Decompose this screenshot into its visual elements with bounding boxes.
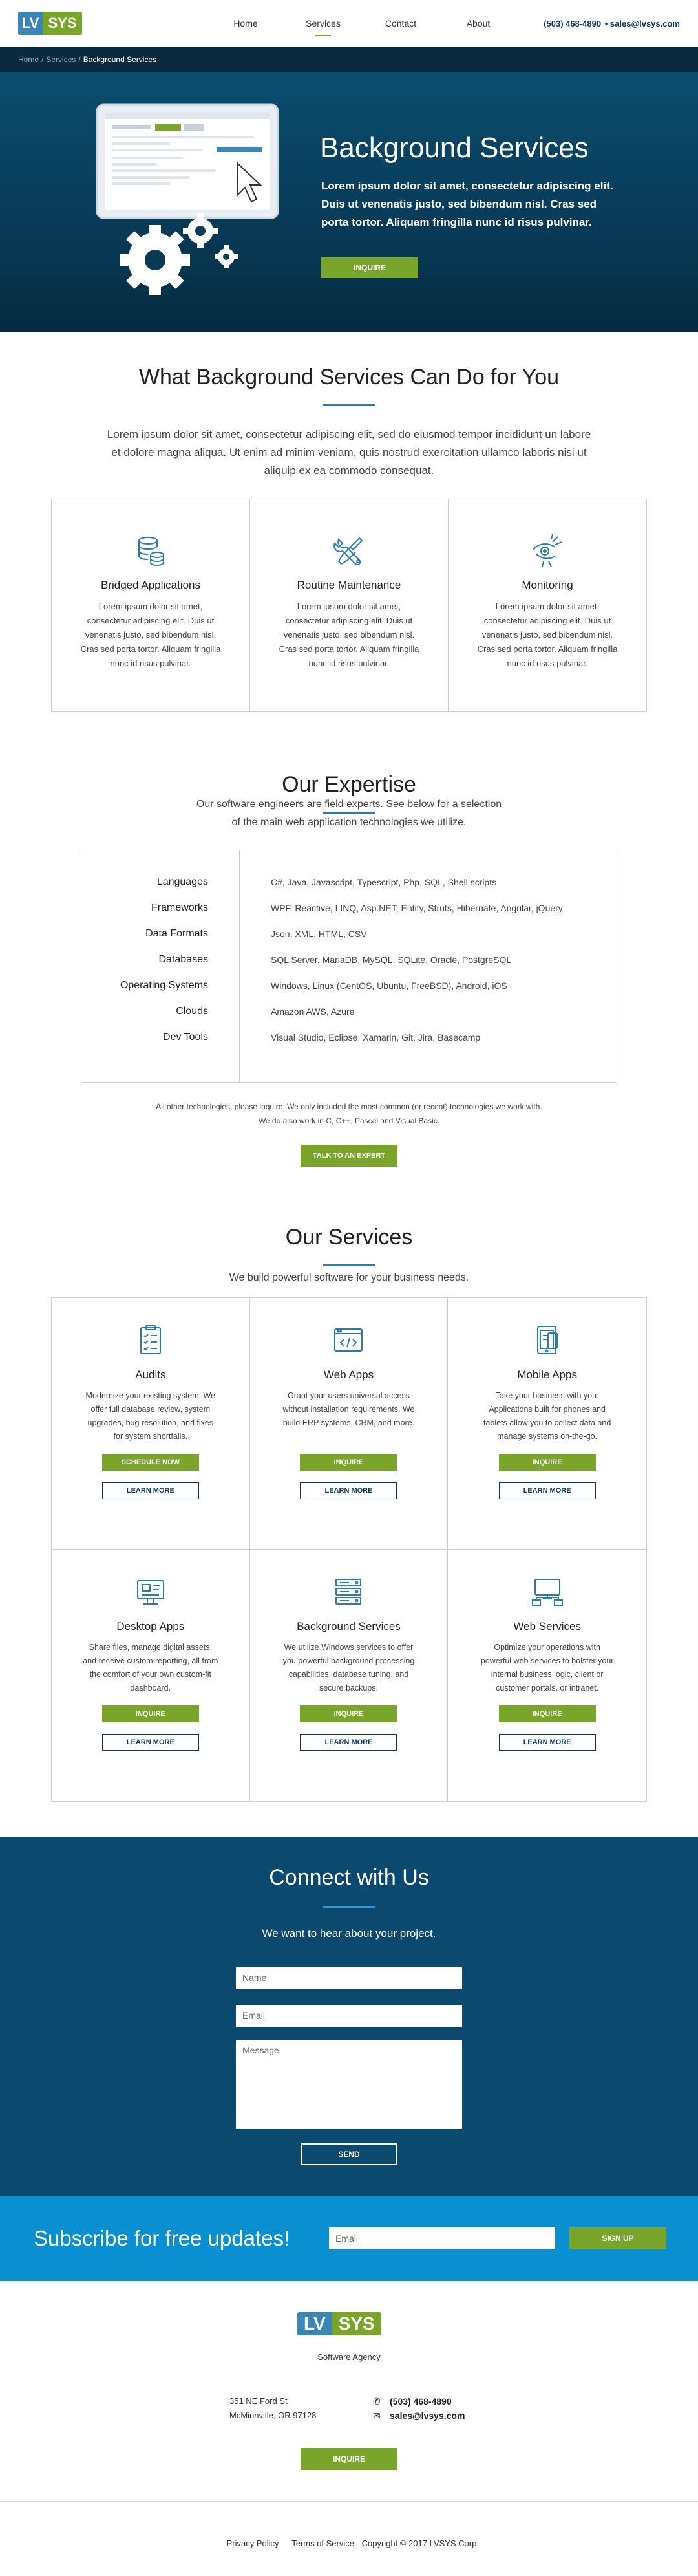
desktop-monitor-icon	[134, 1575, 167, 1608]
service-card	[448, 1298, 646, 1550]
expertise-table	[81, 850, 617, 1083]
service-text: We utilize Windows services to offer you powerful background processing capabilities, database tuning, and secure backups.	[282, 1643, 415, 1693]
site-header	[0, 0, 698, 47]
expertise-value: Windows, Linux (CentOS, Ubuntu, FreeBSD), Android, iOS	[271, 980, 507, 991]
feature-title: Routine Maintenance	[297, 579, 401, 591]
learn-more-button[interactable]: LEARN MORE	[499, 1482, 596, 1499]
connect-section	[0, 1837, 698, 2196]
expertise-value: Json, XML, HTML, CSV	[271, 929, 367, 939]
wrench-screwdriver-icon	[331, 533, 367, 569]
monitor-gears-illustration	[94, 98, 281, 299]
feature-text: Lorem ipsum dolor sit amet, consectetur adipiscing elit. Duis ut venenatis justo, sed bibendum nisl. Cras sed porta tortor. Aliquam fringilla nunc id risus pulvinar.	[279, 601, 419, 668]
feature-card	[449, 499, 646, 711]
service-card	[250, 1298, 449, 1550]
phone-icon: ✆	[373, 2396, 381, 2407]
talk-to-expert-button[interactable]: TALK TO AN EXPERT	[301, 1145, 397, 1167]
satellite-eye-icon	[529, 533, 566, 569]
footer-phone[interactable]: (503) 468-4890	[390, 2396, 452, 2407]
inquire-button[interactable]: INQUIRE	[102, 1705, 199, 1722]
service-title: Background Services	[297, 1620, 401, 1632]
learn-more-button[interactable]: LEARN MORE	[102, 1482, 199, 1499]
envelope-icon: ✉	[373, 2410, 381, 2421]
expertise-labels	[81, 850, 240, 1082]
expertise-label: Languages	[156, 876, 208, 887]
services-title: Our Services	[285, 1225, 413, 1250]
title-underline	[323, 404, 375, 406]
mobile-devices-icon	[531, 1324, 564, 1356]
what-lead: Lorem ipsum dolor sit amet, consectetur adipiscing elit, sed do eiusmod tempor incididunt un labore et dolore magna aliqua. Ut enim ad minim veniam, quis nostrud exercitation ullamco laboris nisi ut aliquip ex ea commodo consequat.	[107, 428, 591, 477]
breadcrumb-services[interactable]: Services	[46, 55, 76, 64]
address-line: 351 NE Ford St	[229, 2396, 288, 2406]
learn-more-button[interactable]: LEARN MORE	[300, 1734, 397, 1751]
footer-divider	[0, 2501, 698, 2502]
expertise-lead	[0, 796, 698, 832]
footer-inquire-button[interactable]: INQUIRE	[301, 2448, 397, 2470]
hero-inquire-button[interactable]: INQUIRE	[321, 257, 418, 278]
expertise-value: Visual Studio, Eclipse, Xamarin, Git, Jira, Basecamp	[271, 1032, 481, 1043]
logo-sys: SYS	[332, 2312, 381, 2335]
expertise-lead-line: Our software engineers are field experts. See below for a selection	[196, 799, 502, 810]
service-text: Share files, manage digital assets, and receive custom reporting, all from the comfort of your own custom-fit dashboard.	[83, 1643, 218, 1693]
expertise-title: Our Expertise	[282, 772, 416, 797]
feature-text: Lorem ipsum dolor sit amet, consectetur adipiscing elit. Duis ut venenatis justo, sed bibendum nisl. Cras sed porta tortor. Aliquam fringilla nunc id risus pulvinar.	[477, 601, 618, 668]
breadcrumb	[0, 47, 698, 72]
breadcrumb-separator: /	[41, 55, 44, 64]
feature-title: Monitoring	[522, 579, 573, 591]
header-phone[interactable]: (503) 468-4890	[544, 18, 602, 28]
service-card	[250, 1550, 449, 1801]
service-card	[52, 1298, 250, 1550]
sign-up-button[interactable]: SIGN UP	[569, 2227, 666, 2249]
nav-contact[interactable]: Contact	[385, 18, 417, 28]
expertise-values	[240, 850, 617, 1082]
footer-logo[interactable]	[297, 2312, 381, 2335]
breadcrumb-separator: /	[78, 55, 81, 64]
service-title: Web Apps	[323, 1369, 374, 1381]
email-field[interactable]: Email	[236, 2005, 462, 2027]
header-contact	[544, 19, 680, 28]
message-field[interactable]: Message	[236, 2040, 462, 2129]
subscribe-bar	[0, 2196, 698, 2281]
site-footer	[0, 2281, 698, 2576]
expertise-note-line: We do also work in C, C++, Pascal and Visual Basic.	[258, 1116, 440, 1125]
footer-links	[0, 2538, 698, 2548]
site-logo[interactable]	[18, 12, 82, 35]
logo-lv: LV	[297, 2312, 332, 2335]
clipboard-checklist-icon	[134, 1324, 167, 1356]
footer-address	[229, 2394, 316, 2423]
database-coins-icon	[132, 533, 169, 569]
feature-title: Bridged Applications	[100, 579, 201, 591]
name-field[interactable]: Name	[236, 1967, 462, 1989]
breadcrumb-current: Background Services	[83, 55, 157, 64]
learn-more-button[interactable]: LEARN MORE	[300, 1482, 397, 1499]
service-title: Web Services	[513, 1620, 581, 1632]
address-line: McMinnville, OR 97128	[229, 2410, 317, 2420]
expertise-label: Clouds	[176, 1006, 208, 1017]
service-card	[52, 1550, 250, 1801]
subscribe-email-input[interactable]: Email	[329, 2227, 555, 2249]
expertise-note	[0, 1099, 698, 1128]
inquire-button[interactable]: INQUIRE	[499, 1705, 596, 1722]
service-text: Take your business with you: Applications built for phones and tablets allow you to collect data and manage systems on-the-go.	[483, 1391, 611, 1441]
expertise-value: WPF, Reactive, LINQ, Asp.NET, Entity, Struts, Hibernate, Angular, jQuery	[271, 903, 563, 913]
inquire-button[interactable]: INQUIRE	[300, 1705, 397, 1722]
logo-lv: LV	[18, 12, 43, 35]
terms-of-service-link[interactable]: Terms of Service	[291, 2538, 354, 2548]
network-monitors-icon	[531, 1575, 564, 1608]
subscribe-title: Subscribe for free updates!	[34, 2226, 290, 2250]
expertise-label: Data Formats	[145, 928, 208, 939]
inquire-button[interactable]: INQUIRE	[300, 1454, 397, 1471]
nav-home[interactable]: Home	[233, 18, 258, 28]
feature-text: Lorem ipsum dolor sit amet, consectetur adipiscing elit. Duis ut venenatis justo, sed bibendum nisl. Cras sed porta tortor. Aliquam fringilla nunc id risus pulvinar.	[80, 601, 221, 668]
title-underline	[323, 1906, 375, 1908]
service-text: Grant your users universal access without installation requirements. We build ERP systems, CRM, and more.	[282, 1391, 415, 1427]
learn-more-button[interactable]: LEARN MORE	[102, 1734, 199, 1751]
hero-banner	[0, 72, 698, 332]
service-card	[448, 1550, 646, 1801]
nav-about[interactable]: About	[466, 18, 491, 28]
service-title: Desktop Apps	[116, 1620, 185, 1632]
expertise-value: C#, Java, Javascript, Typescript, Php, SQL, Shell scripts	[271, 877, 497, 887]
hero-text: Lorem ipsum dolor sit amet, consectetur adipiscing elit. Duis ut venenatis justo, sed bibendum nisl. Cras sed porta tortor. Aliquam fringilla nunc id risus pulvinar.	[321, 180, 613, 228]
copyright: Copyright © 2017 LVSYS Corp	[361, 2538, 477, 2548]
send-button[interactable]: SEND	[301, 2143, 397, 2165]
services-lead: We build powerful software for your business needs.	[229, 1272, 469, 1283]
what-section	[0, 332, 698, 1837]
footer-contact	[373, 2394, 465, 2423]
hero-title: Background Services	[320, 132, 589, 164]
logo-sys: SYS	[43, 12, 81, 35]
features-box	[51, 499, 647, 712]
title-underline	[323, 1264, 375, 1266]
service-text: Modernize your existing system: We offer full database review, system upgrades, bug resolution, and fixes for system shortfalls.	[85, 1391, 216, 1441]
service-title: Audits	[135, 1369, 166, 1381]
what-title: What Background Services Can Do for You	[138, 365, 560, 389]
connect-subtitle: We want to hear about your project.	[262, 1927, 436, 1940]
connect-title: Connect with Us	[269, 1865, 429, 1890]
server-stack-icon	[332, 1575, 365, 1608]
privacy-policy-link[interactable]: Privacy Policy	[226, 2538, 279, 2548]
header-separator: •	[604, 18, 608, 28]
service-text: Optimize your operations with powerful web services to bolster your internal business logic, client or customer portals, or intranet.	[480, 1643, 614, 1693]
learn-more-button[interactable]: LEARN MORE	[499, 1734, 596, 1751]
expertise-label: Operating Systems	[120, 980, 208, 991]
main-nav	[207, 14, 517, 32]
breadcrumb-home[interactable]: Home	[18, 55, 39, 64]
nav-services[interactable]: Services	[284, 14, 362, 32]
feature-card	[250, 499, 449, 711]
footer-tagline: Software Agency	[317, 2352, 381, 2362]
browser-code-icon	[332, 1324, 365, 1356]
expertise-value: SQL Server, MariaDB, MySQL, SQLite, Oracle, PostgreSQL	[271, 955, 512, 965]
footer-email[interactable]: sales@lvsys.com	[390, 2410, 465, 2421]
expertise-value: Amazon AWS, Azure	[271, 1006, 355, 1017]
expertise-label: Frameworks	[151, 902, 208, 913]
services-grid	[51, 1297, 647, 1802]
expertise-lead-line: of the main web application technologies we utilize.	[231, 817, 467, 828]
expertise-note-line: All other technologies, please inquire. We only included the most common (or recent) technologies we work with.	[156, 1102, 542, 1111]
schedule-now-button[interactable]: SCHEDULE NOW	[102, 1454, 199, 1471]
inquire-button[interactable]: INQUIRE	[499, 1454, 596, 1471]
header-email[interactable]: sales@lvsys.com	[609, 18, 680, 28]
services-header	[0, 1193, 698, 1266]
feature-card	[52, 499, 250, 711]
expertise-label: Dev Tools	[163, 1032, 208, 1043]
expertise-label: Databases	[158, 954, 208, 965]
service-title: Mobile Apps	[517, 1369, 577, 1381]
